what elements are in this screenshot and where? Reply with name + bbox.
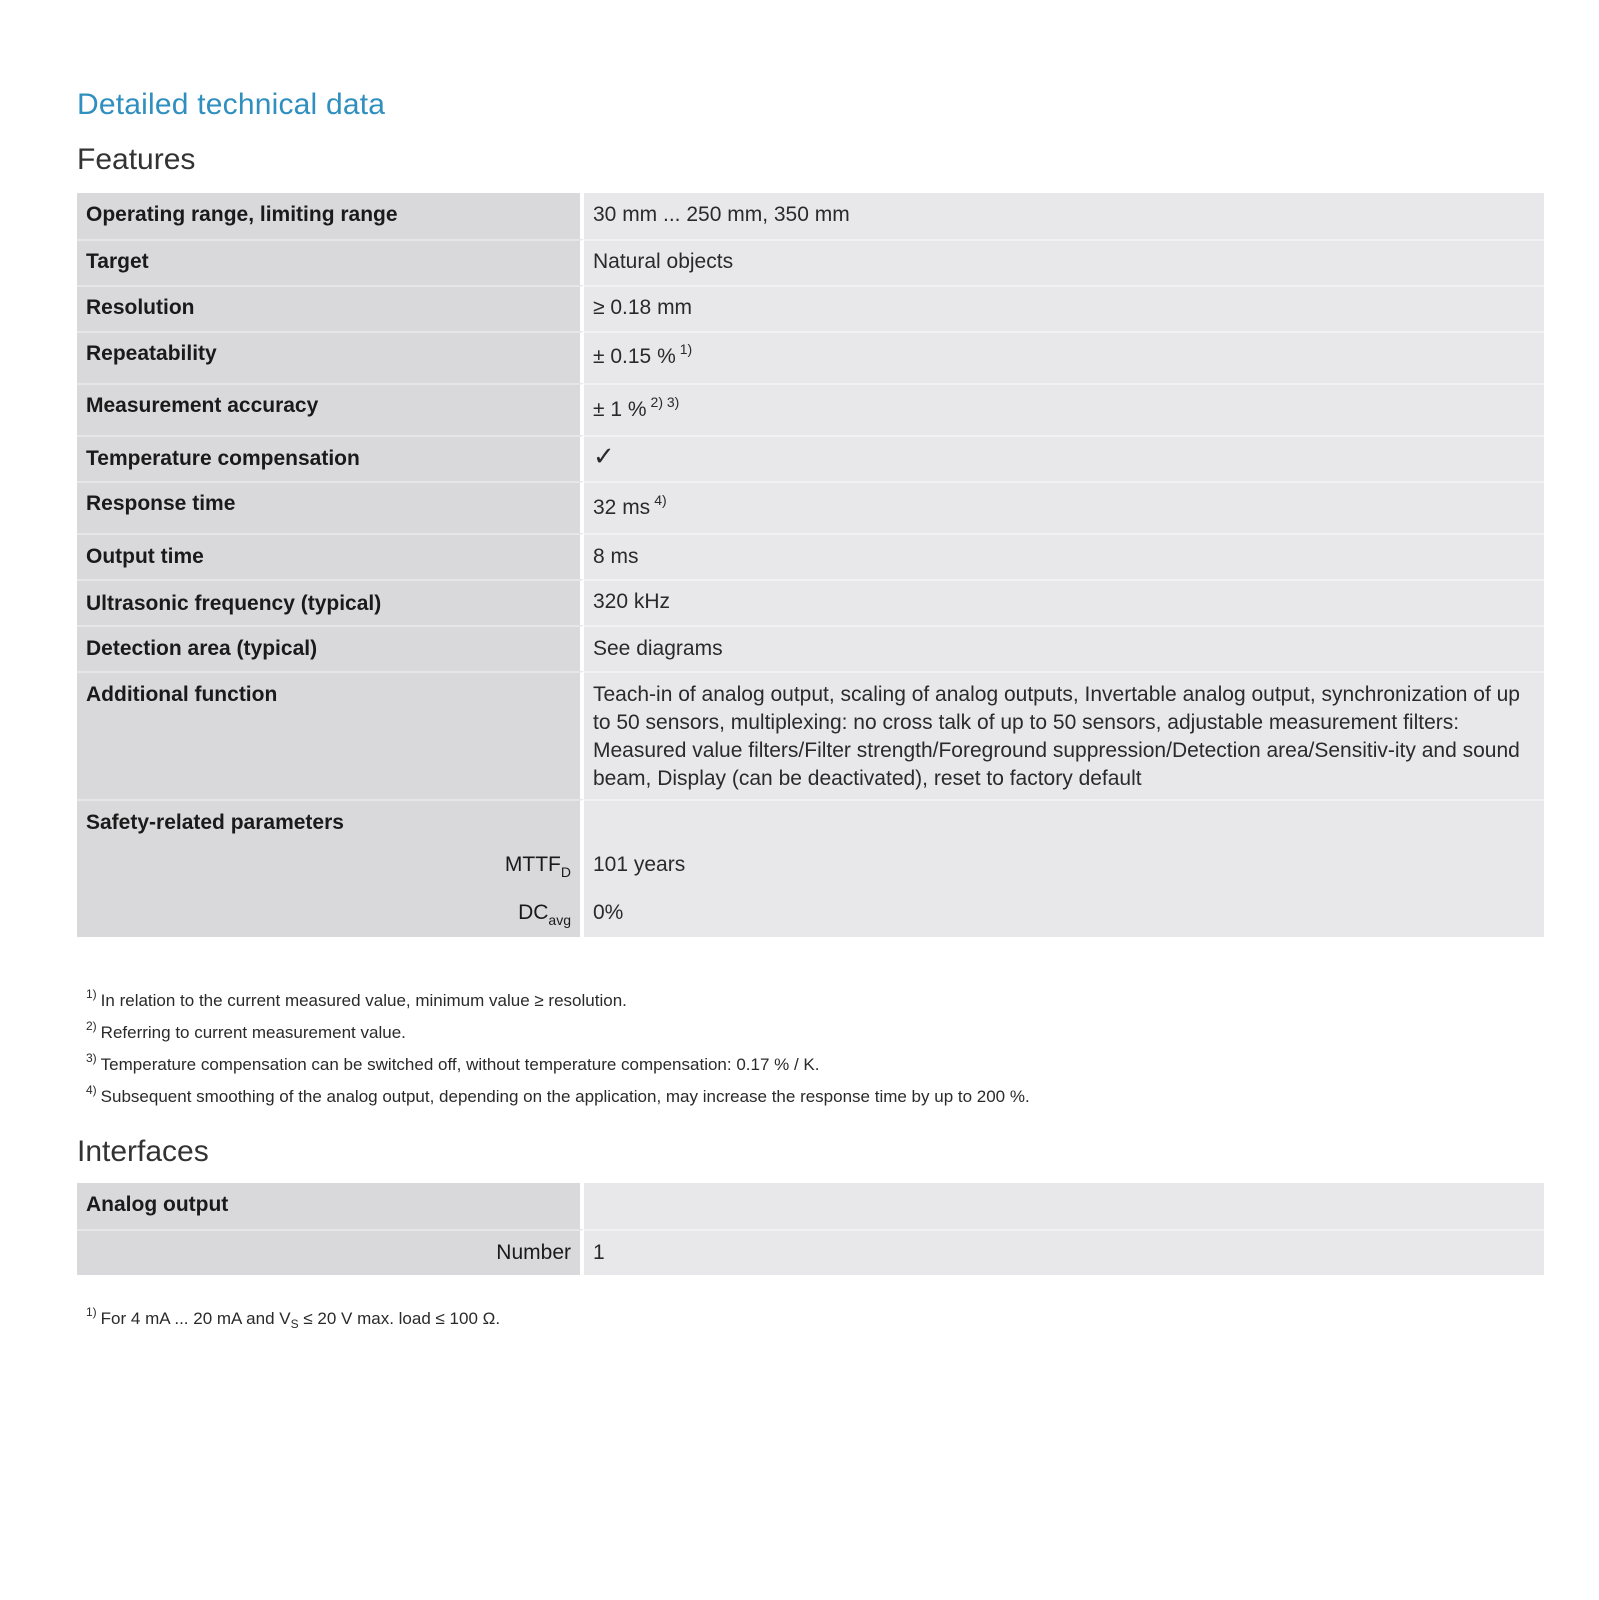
table-row	[77, 845, 1544, 891]
footnote-item	[86, 1049, 1030, 1081]
row-label: Repeatability	[77, 331, 584, 383]
table-row	[77, 579, 1544, 625]
value-text: ± 0.15 %	[593, 345, 676, 368]
row-label: Detection area (typical)	[77, 625, 584, 671]
row-value	[584, 331, 1544, 383]
checkmark-icon: ✓	[593, 441, 615, 471]
row-value	[584, 1183, 1544, 1229]
row-label: Temperature compensation	[77, 435, 584, 481]
footnote-mark: 1)	[86, 1305, 97, 1319]
footnote-mark: 3)	[86, 1051, 97, 1065]
table-row	[77, 1229, 1544, 1275]
row-value	[584, 533, 1544, 579]
dc-subscript: avg	[548, 912, 571, 928]
row-label: Response time	[77, 481, 584, 533]
table-row	[77, 481, 1544, 533]
footnote-text: In relation to the current measured value, minimum value ≥ resolution.	[100, 991, 627, 1010]
footnote-text: Subsequent smoothing of the analog output, depending on the application, may increase the response time by up to 200 %.	[100, 1087, 1030, 1106]
table-row	[77, 625, 1544, 671]
mttf-subscript: D	[560, 864, 571, 880]
analog-output-label: Analog output	[77, 1183, 584, 1229]
features-table	[77, 193, 1544, 937]
value-text: Teach-in of analog output, scaling of analog outputs, Invertable analog output, synchronization of up to 50 sensors, multiplexing: no cross talk of up to 50 sensors, adjustable measurement filters: Measured value filters/Filter strength/Foreground suppression/Detection area/Sensitiv-ity and sound beam, Display (can be deactivated), reset to factory default	[593, 683, 1520, 790]
table-row	[77, 891, 1544, 937]
dc-text: DC	[518, 901, 549, 924]
safety-params-label: Safety-related parameters	[77, 799, 584, 845]
value-text: 8 ms	[593, 545, 639, 568]
table-row	[77, 193, 1544, 239]
table-row	[77, 671, 1544, 799]
row-value	[584, 193, 1544, 239]
footnote-ref: 2) 3)	[650, 394, 680, 410]
footnote-mark: 2)	[86, 1019, 97, 1033]
footnote-text: Referring to current measurement value.	[100, 1023, 406, 1042]
value-text: 32 ms	[593, 496, 651, 519]
number-label: Number	[77, 1229, 584, 1275]
footnote-text: Temperature compensation can be switched off, without temperature compensation: 0.17 % / K.	[100, 1055, 820, 1074]
value-text: See diagrams	[593, 637, 723, 660]
mttf-label	[77, 845, 584, 891]
row-value	[584, 383, 1544, 435]
footnote-ref: 1)	[679, 341, 693, 357]
table-row	[77, 799, 1544, 845]
footnote-mark: 1)	[86, 987, 97, 1001]
row-label: Output time	[77, 533, 584, 579]
number-value: 1	[584, 1229, 1544, 1275]
interfaces-section-title: Interfaces	[77, 1135, 209, 1168]
row-label: Additional function	[77, 671, 584, 799]
dc-label	[77, 891, 584, 937]
mttf-value: 101 years	[584, 845, 1544, 891]
document-title: Detailed technical data	[77, 88, 386, 121]
value-text: 30 mm ... 250 mm, 350 mm	[593, 203, 850, 226]
table-row	[77, 331, 1544, 383]
table-row	[77, 239, 1544, 285]
mttf-text: MTTF	[504, 853, 561, 876]
row-value	[584, 435, 1544, 481]
table-row	[77, 285, 1544, 331]
footnote-item	[86, 1081, 1030, 1113]
footnote-subscript: S	[290, 1317, 299, 1331]
footnote-text: ≤ 20 V max. load ≤ 100 Ω.	[298, 1309, 501, 1328]
dc-value: 0%	[584, 891, 1544, 937]
features-section-title: Features	[77, 143, 196, 176]
footnote-item	[86, 985, 1030, 1017]
footnote-ref: 4)	[654, 492, 667, 508]
value-text: ≥ 0.18 mm	[593, 296, 693, 319]
row-value	[584, 625, 1544, 671]
table-row	[77, 1183, 1544, 1229]
footnote-item	[86, 1303, 500, 1335]
row-value	[584, 481, 1544, 533]
interfaces-footnotes	[86, 1303, 500, 1335]
table-row	[77, 383, 1544, 435]
row-label: Target	[77, 239, 584, 285]
value-text: ± 1 %	[593, 398, 647, 421]
value-text: Natural objects	[593, 250, 734, 273]
row-label: Ultrasonic frequency (typical)	[77, 579, 584, 625]
row-value	[584, 799, 1544, 845]
table-row	[77, 435, 1544, 481]
row-label: Operating range, limiting range	[77, 193, 584, 239]
footnote-item	[86, 1017, 1030, 1049]
footnote-mark: 4)	[86, 1083, 97, 1097]
features-footnotes	[86, 985, 1030, 1113]
row-label: Resolution	[77, 285, 584, 331]
interfaces-table	[77, 1183, 1544, 1275]
value-text: 320 kHz	[593, 590, 671, 613]
row-value	[584, 239, 1544, 285]
table-row	[77, 533, 1544, 579]
row-value	[584, 579, 1544, 625]
row-value	[584, 285, 1544, 331]
row-value	[584, 671, 1544, 799]
row-label: Measurement accuracy	[77, 383, 584, 435]
footnote-text: For 4 mA ... 20 mA and V	[100, 1309, 291, 1328]
